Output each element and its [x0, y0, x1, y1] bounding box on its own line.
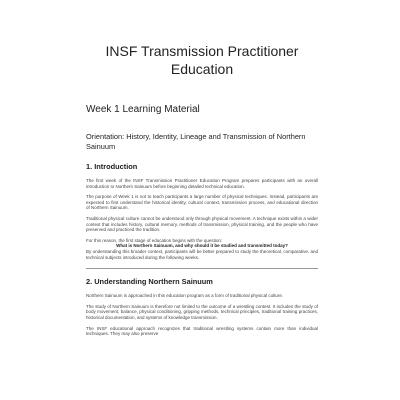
orientation-heading: Orientation: History, Identity, Lineage and Transmission of Northern Sainuum — [86, 132, 306, 151]
section-2-paragraph: Northern Sainuum is approached in this education program as a form of traditional physical culture. — [86, 293, 284, 299]
section-divider — [86, 268, 318, 269]
document-title — [86, 42, 318, 78]
section-2-paragraph: The study of Northern Sainuum is therefore not limited to the outcome of a wrestling contest. It includes the study of body movement, balance, physical conditioning, gripping methods, technical principles, traditional training practices, historical documentation, and systems of knowledge transmission. — [86, 303, 318, 320]
section-1-title: 1. Introduction — [86, 162, 138, 171]
title-line-1: INSF Transmission Practitioner — [105, 43, 299, 59]
section-2-paragraph: The INSF educational approach recognizes that traditional wrestling systems contain more than individual techniques. They may also preserve — [86, 325, 318, 337]
section-1-paragraph: For this reason, the first stage of education begins with the question: — [86, 237, 223, 243]
title-line-2: Education — [170, 61, 234, 77]
section-2-title: 2. Understanding Northern Sainuum — [86, 277, 213, 287]
section-1-paragraph: The first week of the INSF Transmission Practitioner Education Program prepares participants with an overall introduction to Northern Sainuum before beginning detailed technical education. — [86, 178, 318, 189]
section-1-paragraph: Traditional physical culture cannot be understood only through physical movement. A technique exists within a wider context that includes history, cultural memory, methods of transmission, physical training, and the people who have preserved and practiced the tradition. — [86, 215, 318, 233]
week-heading: Week 1 Learning Material — [86, 104, 200, 115]
section-1-closing: By understanding this broader context, participants will be better prepared to study the theoretical, comparative, and technical subjects introduced during the following weeks. — [86, 248, 318, 260]
key-question: What is Northern Sainuum, and why should it be studied and transmitted today? — [116, 243, 288, 249]
section-1-paragraph: The purpose of Week 1 is not to teach participants a large number of physical techniques. Instead, participants are expected to first understand the historical identity, cultural context, transmission process, and educational direction of Northern Sainuum. — [86, 194, 318, 211]
